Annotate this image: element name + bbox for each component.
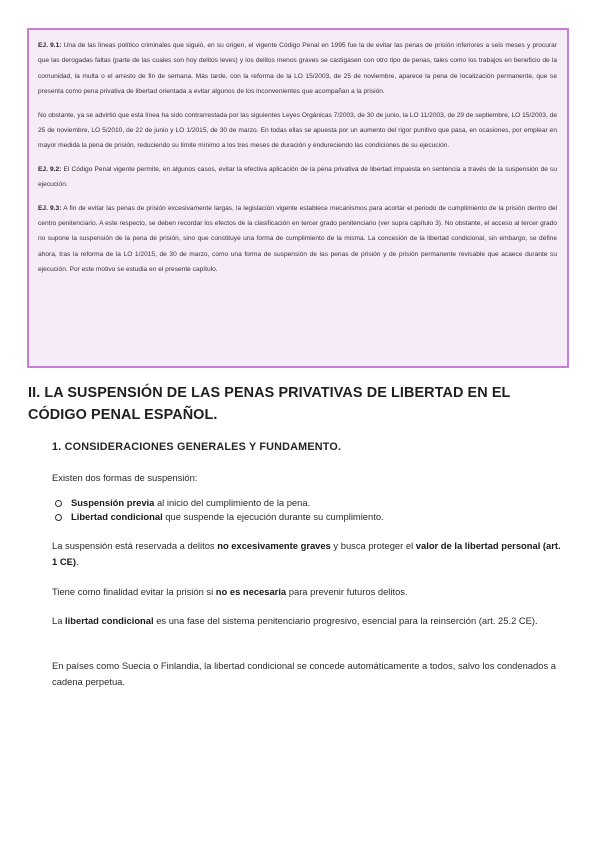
- list-item: Suspensión previa al inicio del cumplimiento de la pena.: [52, 496, 552, 510]
- exercise-9-3-paragraph: EJ. 9.3: A fin de evitar las penas de prisión excesivamente largas, la legislación vigente establece mecanismos para acortar el periodo de cumplimiento de la prisión dentro del centro penitenciario. A este respecto, se deben recordar los efectos de la clasificación en tercer grado penitenciario (ver supra capítulo 3). No obstante, el acceso al tercer grado no supone la suspensión de la pena de prisión, sino que constituye una forma de cumplimiento de la misma. La concesión de la libertad condicional, sin embargo, se define ahora, tras la reforma de la LO 1/2015, de 30 de marzo, como una forma de suspensión de las penas de prisión y de prisión permanente revisable que acaece durante su ejecución. Por este motivo se estudia en el presente capítulo.: [38, 204, 557, 274]
- paragraph-1: La suspensión está reservada a delitos no excesivamente graves y busca proteger el valor de la libertad personal (art. 1 CE).: [52, 540, 561, 567]
- circle-bullet-icon: [55, 514, 62, 521]
- exercise-9-2-paragraph: EJ. 9.2: El Código Penal vigente permite, en algunos casos, evitar la efectiva aplicación de la pena privativa de libertad impuesta en sentencia a través de la suspensión de su ejecución.: [38, 165, 557, 189]
- exercise-box: [27, 28, 569, 368]
- suspension-forms-list: [52, 496, 552, 524]
- intro-paragraph: Existen dos formas de suspensión:: [52, 472, 198, 483]
- subsection-heading: 1. CONSIDERACIONES GENERALES Y FUNDAMENTO.: [52, 441, 342, 453]
- list-item: Libertad condicional que suspende la ejecución durante su cumplimiento.: [52, 510, 552, 524]
- exercise-label: EJ. 9.3:: [38, 204, 62, 212]
- exercise-9-1-paragraph-2: No obstante, ya se advirtió que esta línea ha sido contrarrestada por las siguientes Leyes Orgánicas 7/2003, de 30 de junio, la LO 11/2003, de 29 de septiembre, LO 15/2003, de 25 de noviembre, LO 5/2010, de 22 de junio y LO 1/2015, de 30 de marzo. En todas ellas se apuesta por un aumento del rigor punitivo que pasa, en ocasiones, por emplear en mayor medida la pena de prisión, reduciendo su límite mínimo a los tres meses de duración y endureciendo las condiciones de su ejecución.: [38, 111, 557, 150]
- exercise-label: EJ. 9.1:: [38, 42, 62, 49]
- paragraph-2: Tiene como finalidad evitar la prisión si no es necesaria para prevenir futuros delitos.: [52, 586, 408, 597]
- exercise-label: EJ. 9.2:: [38, 165, 62, 173]
- paragraph-4: En países como Suecia o Finlandia, la libertad condicional se concede automáticamente a todos, salvo los condenados a cadena perpetua.: [52, 660, 556, 687]
- exercise-9-1-paragraph-1: EJ. 9.1: Una de las líneas político criminales que siguió, en su origen, el vigente Código Penal en 1995 fue la de evitar las penas de prisión inferiores a seis meses y procurar que las derogadas faltas (parte de las cuales son hoy delitos leves) y los delitos menos graves se castigasen con otro tipo de penas, tales como los trabajos en beneficio de la comunidad, la multa o el arresto de fin de semana. Más tarde, con la reforma de la LO 15/2003, de 25 de noviembre, aparece la pena de localización permanente, que se presenta como pena privativa de libertad orientada a evitar algunos de los inconvenientes que acompañan a la prisión.: [38, 42, 557, 96]
- paragraph-3: La libertad condicional es una fase del sistema penitenciario progresivo, esencial para la reinserción (art. 25.2 CE).: [52, 615, 538, 626]
- section-heading: II. LA SUSPENSIÓN DE LAS PENAS PRIVATIVAS DE LIBERTAD EN EL CÓDIGO PENAL ESPAÑOL.: [28, 385, 511, 423]
- circle-bullet-icon: [55, 500, 62, 507]
